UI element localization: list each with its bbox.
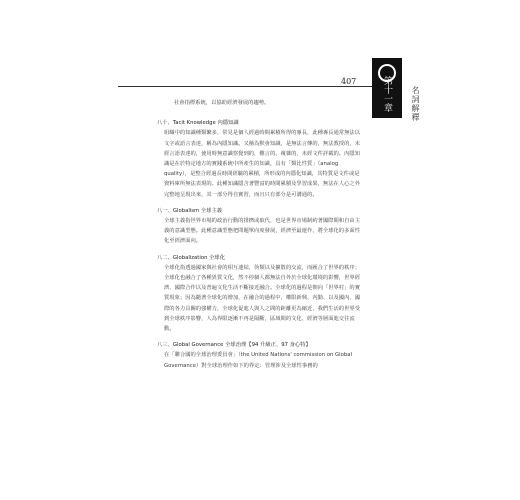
- entry-tacit-knowledge: [157, 118, 362, 200]
- entry-heading: 八一、Globalism 全球主義: [157, 207, 223, 214]
- entry-heading: 八十、Tacit Knowledge 內隱知識: [157, 120, 239, 127]
- chapter-tab: [372, 58, 408, 118]
- entry-body: 全球主義指世界市場的政治行動的排擠或取代，也是世界市場制約著國際間和自由主義的意識型態。此種意識型態把問題單向度發展，經濟至最運作，將全球化的多面性化至經濟面向。: [164, 218, 360, 245]
- page-content: [157, 98, 362, 377]
- intro-line: 社會指標系統，以協助經濟發展的趨勢。: [174, 100, 270, 106]
- page-number: 407: [341, 77, 357, 86]
- entry-body: 在「聯合國的全球治理委員會」（the United Nations' commission on Global Governance）對全球治理作如下的界定：管理涉及全球性事務的: [164, 352, 352, 369]
- entry-body: 組織中的知識種類繁多，常見是個人經過時間累積所得的專長，此種專長通常無法以文字或語言表達，稱為內隱知識。又稱為默會知識，是無法言傳的，無法教授的，未經言語表達的，使用時無意識察覺到的，難言的，複雜的，未經文件詳載的。內隱知識是在於特定地方的實踐系統中所產生的知識，具有「類比性質」（analog quality），是整合經過長時間經驗的累積，所形成的內隱化知識，其特質是文件或是資料庫所無法表現的。此種知識隱含著豐富的時間累積及學習成果，無法在人心之外完整地呈現出來，其一部分得自實習，而且只有部分是可溝通的。: [164, 130, 360, 198]
- entry-global-governance: [157, 340, 362, 371]
- chapter-title: 名詞解釋: [411, 86, 420, 122]
- entry-globalism: [157, 206, 362, 247]
- entry-body: 全球化指透過國家與社會的相互連結，伪類以及擴散的交流，而匯合了世界的秩序；全球化也融合了各種異質文化，然不停個人都無法自外於全球化環境的影響，世界經濟、國際合作以及普遍文化生活不斷接近融合。全球化的過程是朝向「世界村」的實質現象；因為隨著全球化的增加，在融合的過程中，權限新興、內勤、以及國內、國際的各力具關的強權力，全球化促進人與人之間的距離更為縮近，我們生活的世界受到全球秩序影響，人為界限逐漸不再是隔斷，區域間的文化、經濟等層面進交往流動。: [164, 264, 360, 333]
- entry-globalization: [157, 253, 362, 335]
- entry-heading: 八三、Global Governance 全球治理【94 升級正、97 身心特】: [157, 342, 311, 349]
- entry-heading: 八二、Globalization 全球化: [157, 254, 226, 261]
- chapter-tab-label: 第十一章: [382, 76, 392, 112]
- header-rule: [118, 86, 373, 87]
